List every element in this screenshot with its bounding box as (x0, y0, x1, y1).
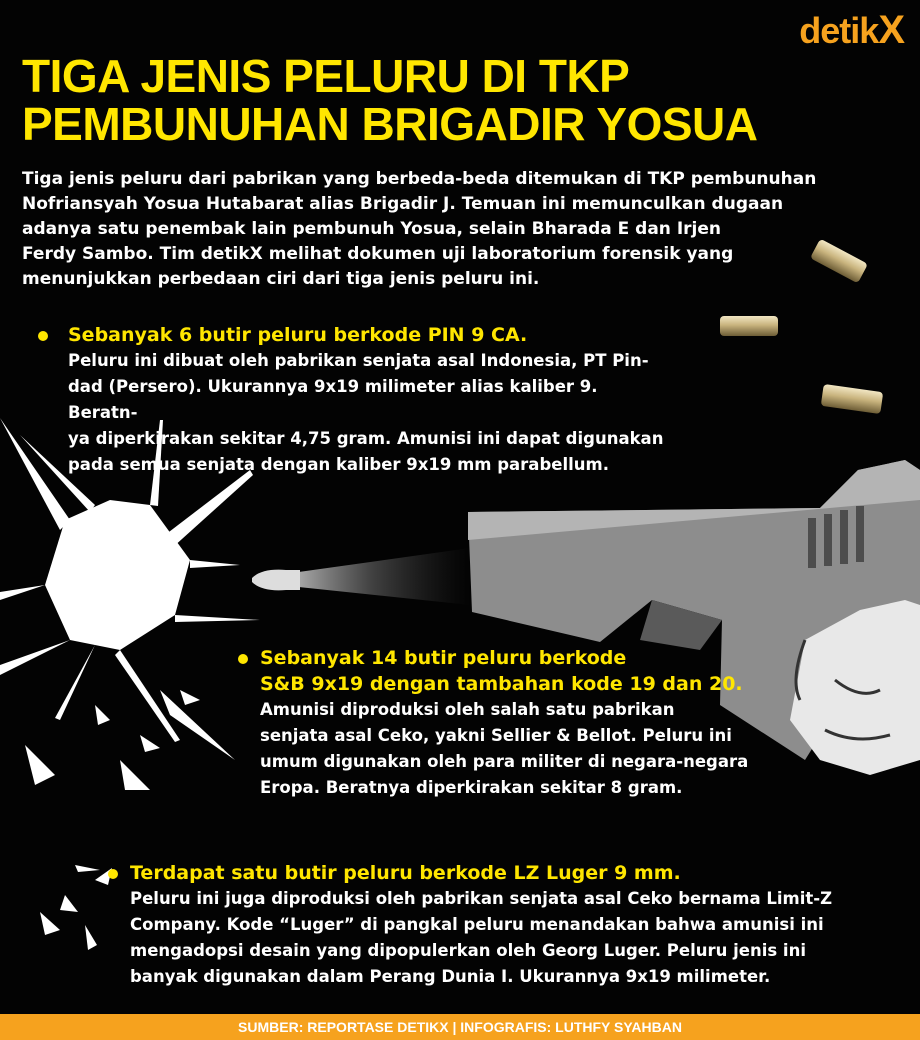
title-line-2: PEMBUNUHAN BRIGADIR YOSUA (22, 98, 758, 150)
intro-line: adanya satu penembak lain pembunuh Yosua, selain Bharada E dan Irjen (22, 219, 721, 239)
item-body-line: pada semua senjata dengan kaliber 9x19 mm parabellum. (68, 455, 609, 474)
item-body-line: Company. Kode “Luger” di pangkal peluru menandakan bahwa amunisi ini (130, 915, 824, 934)
item-body-line: Amunisi diproduksi oleh salah satu pabrikan (260, 700, 675, 719)
intro-line: Ferdy Sambo. Tim detikX melihat dokumen uji laboratorium forensik yang (22, 244, 734, 264)
item-body-line: Eropa. Beratnya diperkirakan sekitar 8 gram. (260, 778, 683, 797)
intro-line: menunjukkan perbedaan ciri dari tiga jenis peluru ini. (22, 269, 540, 289)
item-heading: S&B 9x19 dengan tambahan kode 19 dan 20. (260, 673, 743, 695)
item-body-line: mengadopsi desain yang dipopulerkan oleh Georg Luger. Peluru jenis ini (130, 941, 806, 960)
item-heading: Terdapat satu butir peluru berkode LZ Luger 9 mm. (130, 862, 681, 884)
item-body-line: senjata asal Ceko, yakni Sellier & Bellot. Peluru ini (260, 726, 732, 745)
item-body-line: banyak digunakan dalam Perang Dunia I. Ukurannya 9x19 milimeter. (130, 967, 771, 986)
title-line-1: TIGA JENIS PELURU DI TKP (22, 50, 630, 102)
source-footer: SUMBER: REPORTASE DETIKX | INFOGRAFIS: LUTHFY SYAHBAN (0, 1014, 920, 1040)
bullet-point-icon (238, 654, 248, 664)
bullet-point-icon (108, 869, 118, 879)
item-body-line: umum digunakan oleh para militer di negara-negara (260, 752, 749, 771)
intro-line: Tiga jenis peluru dari pabrikan yang berbeda-beda ditemukan di TKP pembunuhan (22, 169, 817, 189)
item-body-line: dad (Persero). Ukurannya 9x19 milimeter alias kaliber 9. Beratn- (68, 377, 598, 422)
item-heading: Sebanyak 14 butir peluru berkode (260, 647, 627, 669)
flying-bullet-icon (252, 548, 470, 605)
item-heading: Sebanyak 6 butir peluru berkode PIN 9 CA. (68, 324, 528, 346)
bullet-item-sb9x19 (260, 645, 780, 801)
intro-paragraph (22, 167, 822, 292)
detikx-logo: detikX (799, 8, 904, 52)
bullet-item-lzluger (130, 860, 890, 990)
bullet-item-pin9ca (68, 322, 668, 478)
item-body-line: ya diperkirakan sekitar 4,75 gram. Amunisi ini dapat digunakan (68, 429, 664, 448)
intro-line: Nofriansyah Yosua Hutabarat alias Brigadir J. Temuan ini memunculkan dugaan (22, 194, 784, 214)
bullet-point-icon (38, 331, 48, 341)
item-body-line: Peluru ini dibuat oleh pabrikan senjata asal Indonesia, PT Pin- (68, 351, 649, 370)
page-title (22, 52, 902, 148)
item-body-line: Peluru ini juga diproduksi oleh pabrikan senjata asal Ceko bernama Limit-Z (130, 889, 833, 908)
